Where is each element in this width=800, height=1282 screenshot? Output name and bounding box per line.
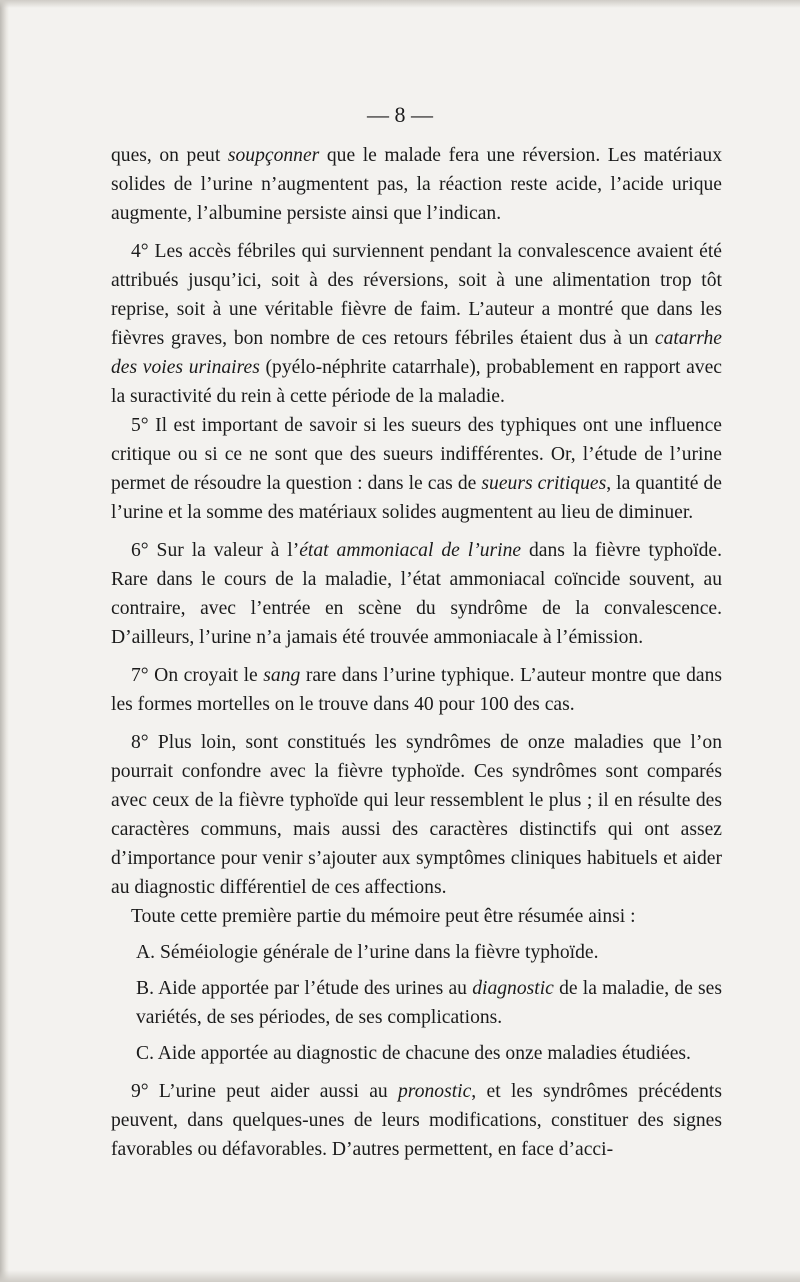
paragraph-4: 4° Les accès fébriles qui surviennent pendant la convalescence avaient été attribués jusqu’ici, soit à des réversions, soit à une alimentation trop tôt reprise, soit à une véritable fièvre de faim. L’auteur a montré que dans les fièvres graves, bon nombre de ces retours fébriles étaient dus à un catarrhe des voies urinaires (pyélo-néphrite catarrhale), probablement en rapport avec la suractivité du rein à cette période de la maladie.: [111, 241, 722, 407]
paragraph-5: 5° Il est important de savoir si les sueurs des typhiques ont une influence critique ou si ce ne sont que des sueurs indifférentes. Or, l’étude de l’urine permet de résoudre la question : dans le cas de sueurs critiques, la quantité de l’urine et la somme des matériaux solides augmentent au lieu de diminuer.: [111, 415, 723, 523]
summary-line: Toute cette première partie du mémoire peut être résumée ainsi :: [131, 906, 636, 927]
list-item-c: C. Aide apportée au diagnostic de chacune des onze maladies étudiées.: [136, 1043, 691, 1064]
body-text: [111, 141, 722, 1164]
list-item-a: A. Séméiologie générale de l’urine dans la fièvre typhoïde.: [136, 942, 599, 963]
paragraph-7: 7° On croyait le sang rare dans l’urine typhique. L’auteur montre que dans les formes mortelles on le trouve dans 40 pour 100 des cas.: [111, 665, 722, 715]
paragraph-6: 6° Sur la valeur à l’état ammoniacal de l’urine dans la fièvre typhoïde. Rare dans le cours de la maladie, l’état ammoniacal coïncide souvent, au contraire, avec l’entrée en scène du syndrôme de la convalescence. D’ailleurs, l’urine n’a jamais été trouvée ammoniacale à l’émission.: [111, 540, 722, 648]
page-top-shadow: [0, 0, 800, 8]
paragraph-9: 9° L’urine peut aider aussi au pronostic, et les syndrômes précédents peuvent, dans quelques-unes de leurs modifications, constituer des signes favorables ou défavorables. D’autres permettent, en face d’acci-: [111, 1081, 722, 1160]
paragraph-continuation: ques, on peut soupçonner que le malade fera une réversion. Les matériaux solides de l’urine n’augmentent pas, la réaction reste acide, l’acide urique augmente, l’albumine persiste ainsi que l’indican.: [111, 145, 723, 224]
page-edge-shadow: [0, 0, 9, 1282]
list-item-b: B. Aide apportée par l’étude des urines au diagnostic de la maladie, de ses variétés, de ses périodes, de ses complications.: [136, 978, 722, 1028]
page-bottom-shadow: [0, 1270, 800, 1282]
paragraph-8: 8° Plus loin, sont constitués les syndrômes de onze maladies que l’on pourrait confondre avec la fièvre typhoïde. Ces syndrômes sont comparés avec ceux de la fièvre typhoïde qui leur ressemblent le plus ; il en résulte des caractères communs, mais aussi des caractères distinctifs qui ont assez d’importance pour venir s’ajouter aux symptômes cliniques habituels et aider au diagnostic différentiel de ces affections.: [111, 732, 722, 898]
page-number: — 8 —: [367, 102, 433, 127]
